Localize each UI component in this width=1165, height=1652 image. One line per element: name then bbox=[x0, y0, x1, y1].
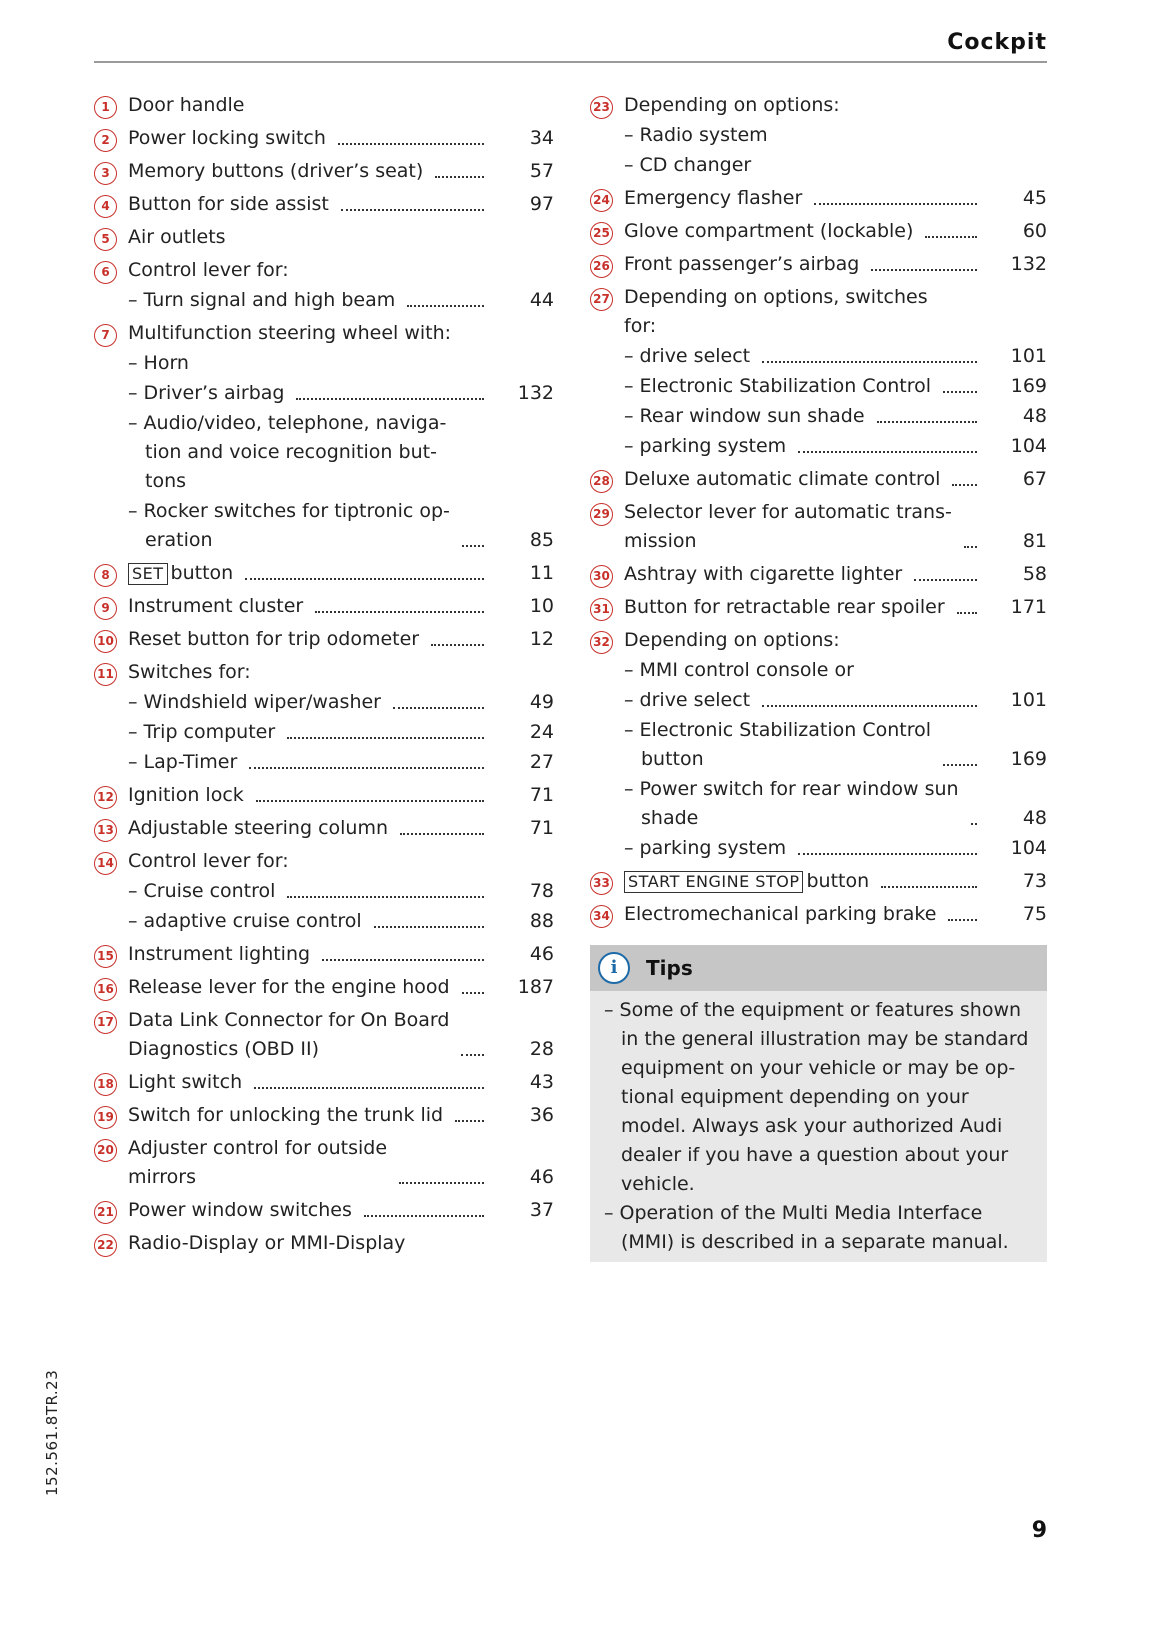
legend-item bbox=[590, 626, 1047, 655]
dot-leader bbox=[798, 450, 977, 453]
dot-leader bbox=[315, 610, 484, 613]
callout-number-icon: 15 bbox=[94, 945, 117, 968]
legend-label: Light switch bbox=[128, 1071, 243, 1093]
dot-leader bbox=[798, 852, 977, 855]
legend-subitem bbox=[94, 497, 554, 555]
callout-number-icon: 32 bbox=[590, 631, 613, 654]
dot-leader bbox=[814, 202, 977, 205]
callout-number-icon: 24 bbox=[590, 189, 613, 212]
page-number: 9 bbox=[1031, 1518, 1047, 1543]
legend-label: Depending on options, switches for: bbox=[624, 286, 928, 337]
legend-label: – Electronic Stabilization Control button bbox=[624, 719, 932, 770]
dot-leader bbox=[462, 544, 484, 547]
legend-label: Ashtray with cigarette lighter bbox=[624, 563, 903, 585]
callout-number-icon: 31 bbox=[590, 598, 613, 621]
page-reference: 49 bbox=[529, 691, 554, 713]
page-reference: 10 bbox=[529, 595, 554, 617]
page-reference: 27 bbox=[529, 751, 554, 773]
legend-item bbox=[94, 559, 554, 588]
dot-leader bbox=[399, 1181, 484, 1184]
dot-leader bbox=[943, 763, 977, 766]
legend-label: – Horn bbox=[128, 352, 189, 374]
legend-label: Selector lever for automatic trans- mission bbox=[624, 501, 952, 552]
tips-header bbox=[590, 945, 1047, 991]
legend-subitem bbox=[94, 286, 554, 315]
legend-label: – Rear window sun shade bbox=[624, 405, 865, 427]
callout-number-icon: 10 bbox=[94, 630, 117, 653]
callout-number-icon: 14 bbox=[94, 852, 117, 875]
legend-subitem bbox=[94, 748, 554, 777]
page-reference: 81 bbox=[1022, 530, 1047, 552]
legend-subitem bbox=[590, 342, 1047, 371]
legend-subitem bbox=[590, 656, 1047, 685]
button-label-box: SET bbox=[128, 563, 168, 585]
legend-label: – Electronic Stabilization Control bbox=[624, 375, 932, 397]
dot-leader bbox=[461, 1053, 484, 1056]
legend-item bbox=[94, 847, 554, 876]
dot-leader bbox=[374, 925, 484, 928]
legend-item bbox=[94, 1229, 554, 1258]
dot-leader bbox=[245, 577, 484, 580]
page-reference: 88 bbox=[529, 910, 554, 932]
legend-label: – parking system bbox=[624, 435, 787, 457]
dot-leader bbox=[925, 235, 977, 238]
legend-label-text: button bbox=[806, 870, 870, 892]
page-reference: 171 bbox=[1010, 596, 1047, 618]
page-reference: 37 bbox=[529, 1199, 554, 1221]
legend-item bbox=[590, 593, 1047, 622]
page-reference: 73 bbox=[1022, 870, 1047, 892]
legend-item bbox=[94, 1006, 554, 1064]
legend-label: Glove compartment (lockable) bbox=[624, 220, 914, 242]
legend-label: Emergency flasher bbox=[624, 187, 803, 209]
page-reference: 97 bbox=[529, 193, 554, 215]
dot-leader bbox=[455, 1119, 484, 1122]
legend-item bbox=[590, 498, 1047, 556]
legend-label: – Windshield wiper/washer bbox=[128, 691, 381, 713]
page-reference: 67 bbox=[1022, 468, 1047, 490]
page-reference: 28 bbox=[529, 1038, 554, 1060]
legend-item bbox=[590, 867, 1047, 896]
callout-number-icon: 8 bbox=[94, 564, 117, 587]
legend-subitem bbox=[94, 409, 554, 496]
dot-leader bbox=[462, 991, 484, 994]
legend-item bbox=[94, 319, 554, 348]
page-reference: 57 bbox=[529, 160, 554, 182]
legend-item bbox=[94, 157, 554, 186]
callout-number-icon: 1 bbox=[94, 96, 117, 119]
page-reference: 46 bbox=[529, 943, 554, 965]
legend-label: Door handle bbox=[128, 94, 245, 116]
callout-number-icon: 29 bbox=[590, 503, 613, 526]
page-reference: 45 bbox=[1022, 187, 1047, 209]
callout-number-icon: 4 bbox=[94, 195, 117, 218]
callout-number-icon: 13 bbox=[94, 819, 117, 842]
dot-leader bbox=[338, 142, 484, 145]
legend-label: Adjuster control for outside mirrors bbox=[128, 1137, 388, 1188]
legend-label: Front passenger’s airbag bbox=[624, 253, 860, 275]
header-divider bbox=[94, 61, 1047, 63]
callout-number-icon: 6 bbox=[94, 261, 117, 284]
legend-label: Multifunction steering wheel with: bbox=[128, 322, 452, 344]
dot-leader bbox=[948, 918, 977, 921]
dot-leader bbox=[364, 1214, 484, 1217]
legend-label: Data Link Connector for On Board Diagnostics (OBD II) bbox=[128, 1009, 450, 1060]
page-reference: 12 bbox=[529, 628, 554, 650]
legend-item bbox=[590, 900, 1047, 929]
legend-item bbox=[94, 256, 554, 285]
callout-number-icon: 25 bbox=[590, 222, 613, 245]
legend-item bbox=[94, 940, 554, 969]
callout-number-icon: 18 bbox=[94, 1073, 117, 1096]
legend-label: Deluxe automatic climate control bbox=[624, 468, 941, 490]
page-reference: 34 bbox=[529, 127, 554, 149]
page-reference: 48 bbox=[1022, 807, 1047, 829]
callout-number-icon: 5 bbox=[94, 228, 117, 251]
callout-number-icon: 11 bbox=[94, 663, 117, 686]
legend-label: – Rocker switches for tiptronic op- eration bbox=[128, 500, 450, 551]
tip-item: – Some of the equipment or features shown in the general illustration may be standard equipment on your vehicle or may be op-tional equipment depending on your model. Always ask your authorized Audi dealer if you have a question about your vehicle. bbox=[604, 999, 1029, 1195]
legend-item bbox=[94, 223, 554, 252]
callout-number-icon: 34 bbox=[590, 905, 613, 928]
legend-label: Adjustable steering column bbox=[128, 817, 389, 839]
legend-label: – Power switch for rear window sun shade bbox=[624, 778, 959, 829]
legend-item bbox=[590, 184, 1047, 213]
callout-number-icon: 23 bbox=[590, 96, 613, 119]
legend-label: – Radio system bbox=[624, 124, 768, 146]
tip-item: – Operation of the Multi Media Interface (MMI) is described in a separate manual. bbox=[604, 1202, 1009, 1253]
page-reference: 71 bbox=[529, 784, 554, 806]
legend-label: Depending on options: bbox=[624, 629, 840, 651]
dot-leader bbox=[322, 958, 484, 961]
legend-subitem bbox=[94, 349, 554, 378]
legend-label: – Trip computer bbox=[128, 721, 276, 743]
legend-item bbox=[590, 91, 1047, 120]
callout-number-icon: 9 bbox=[94, 597, 117, 620]
tips-box bbox=[590, 945, 1047, 1262]
callout-number-icon: 3 bbox=[94, 162, 117, 185]
dot-leader bbox=[254, 1086, 484, 1089]
page-reference: 132 bbox=[517, 382, 554, 404]
page-reference: 46 bbox=[529, 1166, 554, 1188]
legend-label: – Audio/video, telephone, naviga- tion and voice recognition but- tons bbox=[128, 412, 447, 492]
legend-subitem bbox=[590, 372, 1047, 401]
dot-leader bbox=[762, 360, 977, 363]
legend-item bbox=[94, 1101, 554, 1130]
callout-number-icon: 30 bbox=[590, 565, 613, 588]
legend-subitem bbox=[94, 877, 554, 906]
legend-label: Instrument lighting bbox=[128, 943, 311, 965]
legend-subitem bbox=[590, 151, 1047, 180]
legend-subitem bbox=[590, 834, 1047, 863]
legend-subitem bbox=[590, 775, 1047, 833]
dot-leader bbox=[435, 175, 484, 178]
page-reference: 24 bbox=[529, 721, 554, 743]
legend-label: Depending on options: bbox=[624, 94, 840, 116]
legend-label: – parking system bbox=[624, 837, 787, 859]
page-reference: 101 bbox=[1010, 689, 1047, 711]
page-reference: 85 bbox=[529, 529, 554, 551]
page-reference: 187 bbox=[517, 976, 554, 998]
page-reference: 43 bbox=[529, 1071, 554, 1093]
legend-item bbox=[590, 217, 1047, 246]
legend-item bbox=[94, 592, 554, 621]
page-reference: 75 bbox=[1022, 903, 1047, 925]
dot-leader bbox=[287, 736, 484, 739]
legend-label: Electromechanical parking brake bbox=[624, 903, 937, 925]
dot-leader bbox=[881, 885, 977, 888]
legend-label: Switches for: bbox=[128, 661, 251, 683]
legend-label: – CD changer bbox=[624, 154, 752, 176]
dot-leader bbox=[871, 268, 977, 271]
dot-leader bbox=[393, 706, 484, 709]
dot-leader bbox=[762, 704, 977, 707]
legend-list-left bbox=[94, 87, 554, 1258]
page-reference: 36 bbox=[529, 1104, 554, 1126]
legend-item bbox=[94, 91, 554, 120]
legend-label: Switch for unlocking the trunk lid bbox=[128, 1104, 444, 1126]
callout-number-icon: 21 bbox=[94, 1201, 117, 1224]
legend-subitem bbox=[590, 686, 1047, 715]
page-reference: 101 bbox=[1010, 345, 1047, 367]
dot-leader bbox=[256, 799, 484, 802]
callout-number-icon: 22 bbox=[94, 1234, 117, 1257]
dot-leader bbox=[431, 643, 484, 646]
legend-subitem bbox=[590, 402, 1047, 431]
callout-number-icon: 7 bbox=[94, 324, 117, 347]
legend-label: – drive select bbox=[624, 345, 751, 367]
legend-item bbox=[94, 1068, 554, 1097]
legend-label: Control lever for: bbox=[128, 259, 289, 281]
legend-item bbox=[94, 1134, 554, 1192]
legend-label: Air outlets bbox=[128, 226, 226, 248]
page-reference: 104 bbox=[1010, 837, 1047, 859]
callout-number-icon: 17 bbox=[94, 1011, 117, 1034]
legend-label: Reset button for trip odometer bbox=[128, 628, 420, 650]
legend-label: – drive select bbox=[624, 689, 751, 711]
callout-number-icon: 2 bbox=[94, 129, 117, 152]
legend-label: – Turn signal and high beam bbox=[128, 289, 396, 311]
callout-number-icon: 12 bbox=[94, 786, 117, 809]
legend-label-text: button bbox=[170, 562, 234, 584]
callout-number-icon: 27 bbox=[590, 288, 613, 311]
legend-label: Release lever for the engine hood bbox=[128, 976, 450, 998]
legend-item bbox=[590, 560, 1047, 589]
dot-leader bbox=[971, 822, 977, 825]
legend-subitem bbox=[94, 907, 554, 936]
legend-label: Button for side assist bbox=[128, 193, 329, 215]
page-reference: 11 bbox=[529, 562, 554, 584]
page-reference: 132 bbox=[1010, 253, 1047, 275]
legend-item bbox=[94, 814, 554, 843]
legend-subitem bbox=[94, 718, 554, 747]
dot-leader bbox=[407, 304, 484, 307]
dot-leader bbox=[877, 420, 977, 423]
tips-body bbox=[590, 991, 1047, 1262]
legend-label: – MMI control console or bbox=[624, 659, 854, 681]
legend-item bbox=[94, 625, 554, 654]
legend-item bbox=[94, 190, 554, 219]
dot-leader bbox=[400, 832, 484, 835]
legend-item bbox=[94, 781, 554, 810]
dot-leader bbox=[943, 390, 977, 393]
legend-list-right bbox=[590, 87, 1047, 929]
legend-label: – Driver’s airbag bbox=[128, 382, 285, 404]
dot-leader bbox=[341, 208, 484, 211]
page-reference: 48 bbox=[1022, 405, 1047, 427]
legend-item bbox=[94, 124, 554, 153]
page-reference: 71 bbox=[529, 817, 554, 839]
legend-label: Power locking switch bbox=[128, 127, 326, 149]
callout-number-icon: 16 bbox=[94, 978, 117, 1001]
page-reference: 58 bbox=[1022, 563, 1047, 585]
page-reference: 78 bbox=[529, 880, 554, 902]
dot-leader bbox=[914, 578, 977, 581]
legend-item bbox=[590, 465, 1047, 494]
dot-leader bbox=[957, 611, 977, 614]
legend-label: Ignition lock bbox=[128, 784, 244, 806]
document-code: 152.561.8TR.23 bbox=[43, 1369, 61, 1496]
callout-number-icon: 19 bbox=[94, 1106, 117, 1129]
legend-label: Control lever for: bbox=[128, 850, 289, 872]
page-title: Cockpit bbox=[947, 30, 1047, 55]
legend-item bbox=[590, 250, 1047, 279]
legend-label bbox=[590, 867, 869, 896]
callout-number-icon: 28 bbox=[590, 470, 613, 493]
dot-leader bbox=[952, 483, 977, 486]
legend-label: – Lap-Timer bbox=[128, 751, 238, 773]
callout-number-icon: 26 bbox=[590, 255, 613, 278]
page-reference: 104 bbox=[1010, 435, 1047, 457]
callout-number-icon: 20 bbox=[94, 1139, 117, 1162]
legend-label: Button for retractable rear spoiler bbox=[624, 596, 945, 618]
legend-label: Power window switches bbox=[128, 1199, 352, 1221]
callout-number-icon: 33 bbox=[590, 872, 613, 895]
page-reference: 60 bbox=[1022, 220, 1047, 242]
legend-subitem bbox=[590, 716, 1047, 774]
legend-label: Memory buttons (driver’s seat) bbox=[128, 160, 424, 182]
legend-item bbox=[590, 283, 1047, 341]
page-reference: 169 bbox=[1010, 375, 1047, 397]
legend-subitem bbox=[590, 121, 1047, 150]
tips-title: Tips bbox=[646, 956, 693, 980]
legend-item bbox=[94, 973, 554, 1002]
legend-label: – adaptive cruise control bbox=[128, 910, 362, 932]
dot-leader bbox=[249, 766, 484, 769]
dot-leader bbox=[287, 895, 484, 898]
info-icon: i bbox=[598, 952, 630, 984]
legend-item bbox=[94, 658, 554, 687]
legend-subitem bbox=[94, 688, 554, 717]
page-reference: 169 bbox=[1010, 748, 1047, 770]
dot-leader bbox=[964, 545, 977, 548]
legend-subitem bbox=[590, 432, 1047, 461]
legend-label: Instrument cluster bbox=[128, 595, 304, 617]
legend-subitem bbox=[94, 379, 554, 408]
page-reference: 44 bbox=[529, 289, 554, 311]
button-label-box: START ENGINE STOP bbox=[624, 871, 803, 893]
legend-item bbox=[94, 1196, 554, 1225]
dot-leader bbox=[296, 397, 484, 400]
legend-label: – Cruise control bbox=[128, 880, 276, 902]
legend-label: Radio-Display or MMI-Display bbox=[128, 1232, 406, 1254]
